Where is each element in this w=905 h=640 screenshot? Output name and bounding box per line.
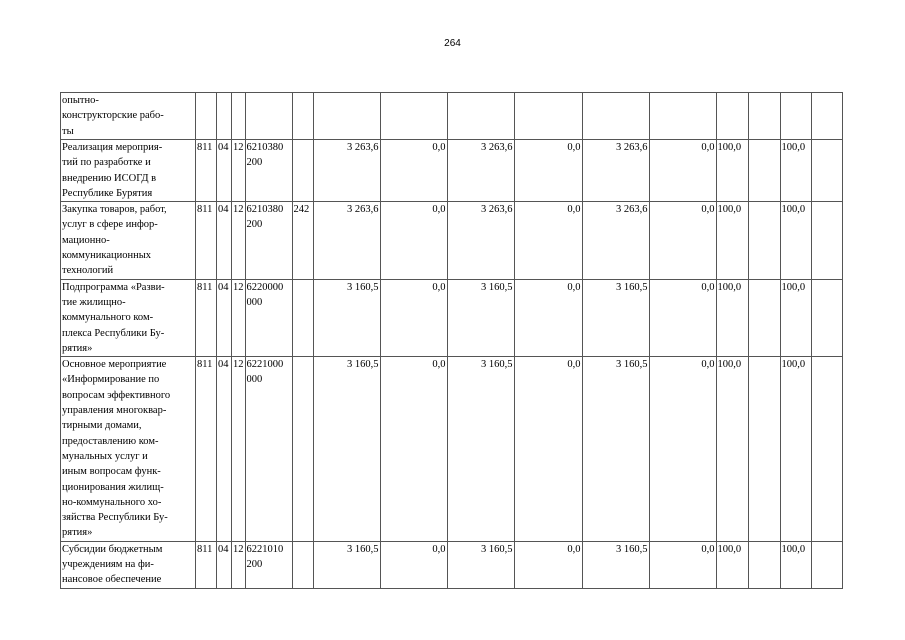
amount-4: 0,0 xyxy=(514,279,582,356)
amount-1: 3 160,5 xyxy=(313,357,380,542)
amount-1: 3 160,5 xyxy=(313,541,380,588)
amount-3 xyxy=(447,93,514,140)
percent-1: 100,0 xyxy=(716,357,748,542)
percent-2: 100,0 xyxy=(780,357,811,542)
expense-type-code xyxy=(292,93,313,140)
amount-4: 0,0 xyxy=(514,357,582,542)
percent-2: 100,0 xyxy=(780,541,811,588)
expense-type-code xyxy=(292,279,313,356)
percent-2: 100,0 xyxy=(780,279,811,356)
row-name: Основное мероприятие «Информирование по вопросам эффективного управления многоквар- тирными домами, предоставлению ком- мунальных услуг и иным вопросам функ- ционирования жилищ- но-коммунального хо- зяйства Республики Бу- рятия» xyxy=(61,357,196,542)
amount-3: 3 160,5 xyxy=(447,279,514,356)
empty-cell xyxy=(811,279,842,356)
amount-4 xyxy=(514,93,582,140)
empty-cell xyxy=(748,357,780,542)
target-article-code: 6210380 200 xyxy=(245,202,292,279)
table-row xyxy=(61,140,843,202)
empty-cell xyxy=(748,279,780,356)
amount-2 xyxy=(380,93,447,140)
row-name: опытно- конструкторские рабо- ты xyxy=(61,93,196,140)
percent-2: 100,0 xyxy=(780,202,811,279)
row-name: Реализация мероприя- тий по разработке и внедрению ИСОГД в Республике Бурятия xyxy=(61,140,196,202)
amount-5 xyxy=(582,93,649,140)
amount-3: 3 263,6 xyxy=(447,202,514,279)
table-row xyxy=(61,541,843,588)
subsection-code: 12 xyxy=(232,279,246,356)
table-row xyxy=(61,93,843,140)
grbs-code: 811 xyxy=(196,279,217,356)
amount-4: 0,0 xyxy=(514,541,582,588)
amount-6: 0,0 xyxy=(649,202,716,279)
row-name: Подпрограмма «Разви- тие жилищно- коммунального ком- плекса Республики Бу- рятия» xyxy=(61,279,196,356)
empty-cell xyxy=(748,541,780,588)
empty-cell xyxy=(811,93,842,140)
percent-1: 100,0 xyxy=(716,541,748,588)
grbs-code: 811 xyxy=(196,357,217,542)
target-article-code: 6221010 200 xyxy=(245,541,292,588)
section-code: 04 xyxy=(217,541,232,588)
amount-5: 3 160,5 xyxy=(582,357,649,542)
empty-cell xyxy=(748,202,780,279)
amount-3: 3 160,5 xyxy=(447,357,514,542)
amount-6: 0,0 xyxy=(649,357,716,542)
table-row xyxy=(61,279,843,356)
percent-1: 100,0 xyxy=(716,279,748,356)
amount-4: 0,0 xyxy=(514,202,582,279)
target-article-code xyxy=(245,93,292,140)
page-number: 264 xyxy=(444,38,461,49)
subsection-code: 12 xyxy=(232,202,246,279)
subsection-code: 12 xyxy=(232,140,246,202)
percent-2: 100,0 xyxy=(780,140,811,202)
section-code: 04 xyxy=(217,357,232,542)
amount-6 xyxy=(649,93,716,140)
row-name: Субсидии бюджетным учреждениям на фи- нансовое обеспечение xyxy=(61,541,196,588)
expense-type-code: 242 xyxy=(292,202,313,279)
target-article-code: 6210380 200 xyxy=(245,140,292,202)
expense-type-code xyxy=(292,140,313,202)
subsection-code: 12 xyxy=(232,541,246,588)
subsection-code: 12 xyxy=(232,357,246,542)
table-row xyxy=(61,202,843,279)
amount-5: 3 263,6 xyxy=(582,140,649,202)
percent-1: 100,0 xyxy=(716,140,748,202)
grbs-code: 811 xyxy=(196,541,217,588)
section-code: 04 xyxy=(217,279,232,356)
amount-6: 0,0 xyxy=(649,279,716,356)
empty-cell xyxy=(811,541,842,588)
expense-type-code xyxy=(292,357,313,542)
amount-1 xyxy=(313,93,380,140)
empty-cell xyxy=(748,93,780,140)
target-article-code: 6221000 000 xyxy=(245,357,292,542)
amount-1: 3 160,5 xyxy=(313,279,380,356)
expense-type-code xyxy=(292,541,313,588)
grbs-code xyxy=(196,93,217,140)
amount-2: 0,0 xyxy=(380,279,447,356)
amount-6: 0,0 xyxy=(649,541,716,588)
percent-1: 100,0 xyxy=(716,202,748,279)
row-name: Закупка товаров, работ, услуг в сфере инфор- мационно- коммуникационных технологий xyxy=(61,202,196,279)
empty-cell xyxy=(811,202,842,279)
amount-1: 3 263,6 xyxy=(313,140,380,202)
empty-cell xyxy=(811,357,842,542)
empty-cell xyxy=(811,140,842,202)
amount-2: 0,0 xyxy=(380,541,447,588)
section-code xyxy=(217,93,232,140)
grbs-code: 811 xyxy=(196,140,217,202)
percent-2 xyxy=(780,93,811,140)
amount-3: 3 160,5 xyxy=(447,541,514,588)
amount-2: 0,0 xyxy=(380,202,447,279)
subsection-code xyxy=(232,93,246,140)
amount-4: 0,0 xyxy=(514,140,582,202)
empty-cell xyxy=(748,140,780,202)
amount-1: 3 263,6 xyxy=(313,202,380,279)
target-article-code: 6220000 000 xyxy=(245,279,292,356)
section-code: 04 xyxy=(217,202,232,279)
amount-5: 3 263,6 xyxy=(582,202,649,279)
budget-table xyxy=(60,92,843,589)
grbs-code: 811 xyxy=(196,202,217,279)
section-code: 04 xyxy=(217,140,232,202)
table-row xyxy=(61,357,843,542)
amount-2: 0,0 xyxy=(380,140,447,202)
amount-2: 0,0 xyxy=(380,357,447,542)
percent-1 xyxy=(716,93,748,140)
amount-5: 3 160,5 xyxy=(582,541,649,588)
amount-6: 0,0 xyxy=(649,140,716,202)
amount-5: 3 160,5 xyxy=(582,279,649,356)
amount-3: 3 263,6 xyxy=(447,140,514,202)
